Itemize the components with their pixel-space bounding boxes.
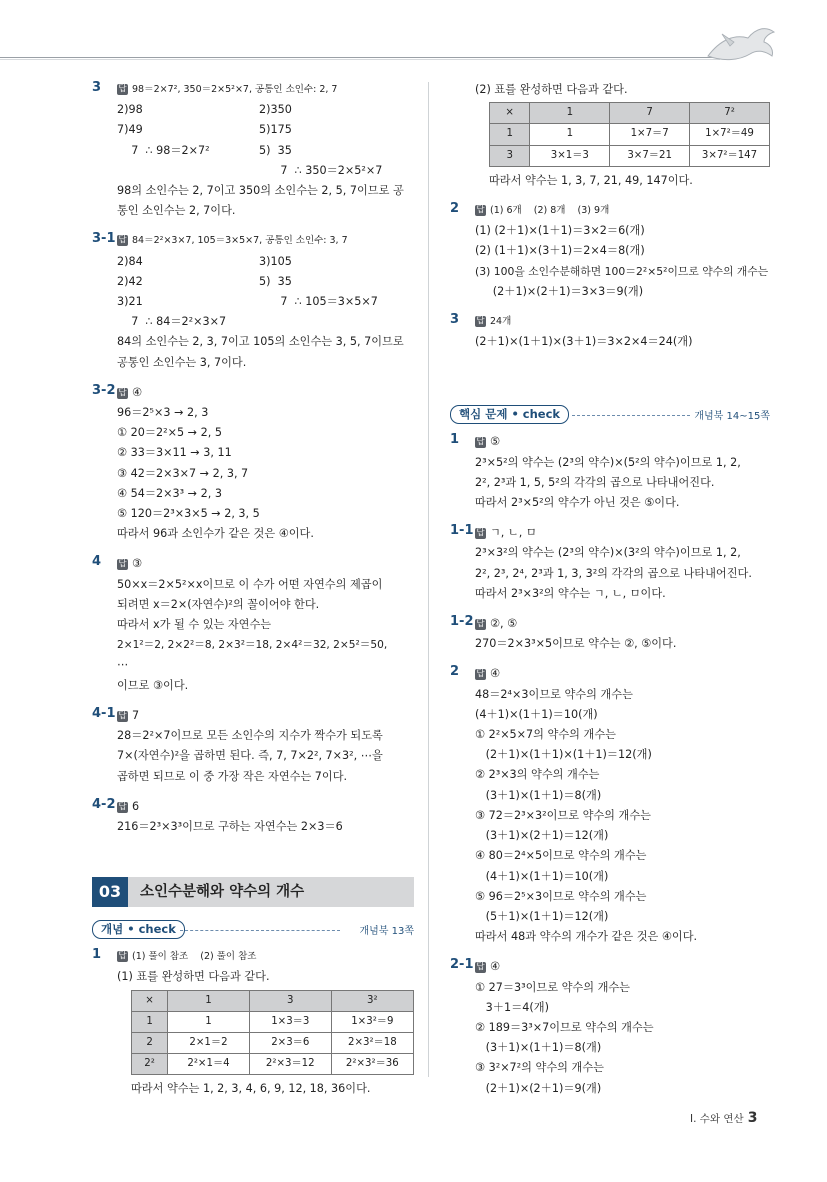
table-row — [132, 1032, 414, 1053]
table-row — [132, 1054, 414, 1075]
answer-mark: 답 — [476, 205, 485, 216]
table-header-cell: × — [132, 990, 168, 1011]
explanation-line: 2³×3²의 약수는 (2³의 약수)×(3²의 약수)이므로 1, 2, — [475, 546, 741, 560]
problem-number: 4-1 — [92, 705, 116, 721]
answer-mark: 답 — [118, 387, 127, 398]
left-column — [92, 80, 414, 1100]
problem-number: 3-2 — [92, 382, 116, 398]
table-header-cell: 1 — [530, 103, 610, 124]
section-header — [92, 877, 414, 907]
table-header-cell: 7 — [610, 103, 690, 124]
explanation-line: 98의 소인수는 2, 7이고 350의 소인수는 2, 5, 7이므로 공 — [117, 184, 404, 198]
explanation-line: ⑤ 120＝2³×3×5 → 2, 3, 5 — [117, 507, 260, 521]
explanation-line: (2＋1)×(2＋1)＝3×3＝9(개) — [475, 284, 644, 298]
division-line: 7 ∴ 350＝2×5²×7 — [259, 163, 383, 177]
table-row — [132, 1011, 414, 1032]
answer-mark: 답 — [476, 962, 485, 973]
problem-4-1 — [92, 706, 414, 787]
problem-number: 1 — [450, 432, 460, 448]
answer-text: ③ — [132, 557, 143, 571]
answer-mark: 답 — [118, 710, 127, 721]
division-line: 2)350 — [259, 103, 292, 117]
answer-text: ㄱ, ㄴ, ㅁ — [490, 526, 537, 540]
explanation-line: 곱하면 되므로 이 중 가장 작은 자연수는 7이다. — [117, 769, 348, 783]
section-number: 03 — [92, 877, 128, 907]
problem-4 — [92, 554, 414, 695]
answer-mark: 답 — [118, 951, 127, 962]
problem-number: 1-2 — [450, 614, 474, 630]
answer-mark: 답 — [476, 619, 485, 630]
answer-text: ④ — [490, 960, 501, 974]
answer-mark: 답 — [476, 316, 485, 327]
dashed-rule — [180, 930, 340, 931]
problem-3-2 — [92, 383, 414, 545]
table-cell: 1×7²＝49 — [690, 124, 770, 145]
answer-mark: 답 — [118, 559, 127, 570]
problem-number: 1-1 — [450, 523, 474, 539]
explanation-line: (2) (1＋1)×(3＋1)＝2×4＝8(개) — [475, 244, 645, 258]
answer-text: (1) 6개 (2) 8개 (3) 9개 — [490, 205, 610, 217]
table-cell: 2²×1＝4 — [168, 1054, 250, 1075]
answer-mark: 답 — [118, 801, 127, 812]
explanation-line: ③ 72＝2³×3²이므로 약수의 개수는 — [475, 808, 651, 822]
explanation-line: 7×(자연수)²을 곱하면 된다. 즉, 7, 7×2², 7×3², ⋯을 — [117, 749, 383, 763]
division-line: 2)84 — [117, 254, 143, 268]
section-title: 소인수분해와 약수의 개수 — [140, 884, 305, 901]
explanation-line: 따라서 약수는 1, 3, 7, 21, 49, 147이다. — [489, 173, 693, 187]
problem-number: 3-1 — [92, 231, 116, 247]
division-line: 7 ∴ 105＝3×5×7 — [259, 295, 378, 309]
check-problem-3 — [450, 312, 770, 352]
answer-text: 6 — [132, 799, 140, 813]
answer-mark: 답 — [118, 235, 127, 246]
explanation-line: 3＋1＝4(개) — [475, 1000, 549, 1014]
table-cell: 3×1＝3 — [530, 145, 610, 166]
table-cell: 1 — [490, 124, 530, 145]
answer-text: (1) 풀이 참조 (2) 풀이 참조 — [132, 951, 257, 963]
problem-number: 4-2 — [92, 796, 116, 812]
answer-mark: 답 — [118, 84, 127, 94]
problem-number: 3 — [450, 312, 460, 328]
division-line: 5) 35 — [259, 274, 292, 288]
table-header-cell: 1 — [168, 990, 250, 1011]
problem-3-1 — [92, 231, 414, 372]
table-cell: 2×3²＝18 — [331, 1032, 413, 1053]
explanation-line: (4＋1)×(1＋1)＝10(개) — [475, 869, 609, 883]
division-line: 5) 35 — [259, 143, 292, 157]
division-line: 7 ∴ 84＝2²×3×7 — [117, 315, 227, 329]
explanation-line: 84의 소인수는 2, 3, 7이고 105의 소인수는 3, 5, 7이므로 — [117, 335, 404, 349]
explanation-line: ② 2³×3의 약수의 개수는 — [475, 768, 600, 782]
problem-number: 2 — [450, 664, 460, 680]
core-problem-1-2 — [450, 614, 770, 654]
page-number: 3 — [747, 1110, 758, 1126]
table-cell: 3 — [490, 145, 530, 166]
explanation-line: ⋯ — [117, 658, 129, 672]
explanation-line: (1) 표를 완성하면 다음과 같다. — [117, 970, 270, 984]
dashed-rule — [572, 415, 690, 416]
problem-number: 3 — [92, 80, 102, 95]
explanation-line: ① 27＝3³이므로 약수의 개수는 — [475, 980, 630, 994]
problem-3 — [92, 80, 414, 221]
explanation-line: 270＝2×3³×5이므로 약수는 ②, ⑤이다. — [475, 637, 677, 651]
table-cell: 1 — [168, 1011, 250, 1032]
check-problem-1 — [92, 947, 414, 1099]
table-row — [490, 145, 770, 166]
dragon-corner-icon — [700, 20, 780, 70]
explanation-line: 50×x＝2×5²×x이므로 이 수가 어떤 자연수의 제곱이 — [117, 577, 383, 591]
explanation-line: 28＝2²×7이므로 모든 소인수의 지수가 짝수가 되도록 — [117, 729, 383, 743]
explanation-line: ① 2²×5×7의 약수의 개수는 — [475, 728, 616, 742]
problem-number: 4 — [92, 554, 102, 570]
header-rule — [0, 57, 720, 58]
explanation-line: ④ 80＝2⁴×5이므로 약수의 개수는 — [475, 849, 647, 863]
explanation-line: 되려면 x＝2×(자연수)²의 꼴이어야 한다. — [117, 597, 320, 611]
explanation-line: 2³×5²의 약수는 (2³의 약수)×(5²의 약수)이므로 1, 2, — [475, 455, 741, 469]
explanation-line: 따라서 x가 될 수 있는 자연수는 — [117, 618, 272, 632]
answer-text: 84＝2²×3×7, 105＝3×5×7, 공통인 소인수: 3, 7 — [132, 235, 348, 247]
answer-text: 24개 — [490, 316, 512, 328]
right-column — [450, 80, 770, 1099]
division-line: 2)98 — [117, 103, 143, 117]
explanation-line: ② 189＝3³×7이므로 약수의 개수는 — [475, 1020, 654, 1034]
explanation-line: 공통인 소인수는 3, 7이다. — [117, 355, 247, 369]
core-check-bar — [450, 404, 770, 426]
explanation-line: ⑤ 96＝2⁵×3이므로 약수의 개수는 — [475, 889, 647, 903]
division-line: 2)42 — [117, 274, 143, 288]
answer-mark: 답 — [476, 437, 485, 448]
divisor-table — [131, 990, 414, 1076]
explanation-line: 2², 2³과 1, 5, 5²의 각각의 곱으로 나타내어진다. — [475, 475, 715, 489]
explanation-line: (1) (2＋1)×(1＋1)＝3×2＝6(개) — [475, 224, 645, 238]
table-cell: 3×7²＝147 — [690, 145, 770, 166]
explanation-line: 통인 소인수는 2, 7이다. — [117, 204, 236, 218]
explanation-line: 48＝2⁴×3이므로 약수의 개수는 — [475, 687, 633, 701]
answer-text: 7 — [132, 708, 140, 722]
check-tag: 개념 • check — [92, 920, 185, 939]
explanation-line: 2×1²＝2, 2×2²＝8, 2×3²＝18, 2×4²＝32, 2×5²＝50, — [117, 639, 388, 652]
answer-text: ⑤ — [490, 435, 501, 449]
explanation-line: 따라서 48과 약수의 개수가 같은 것은 ④이다. — [475, 930, 698, 944]
division-line: 3)105 — [259, 254, 292, 268]
explanation-line: 따라서 96과 소인수가 같은 것은 ④이다. — [117, 527, 314, 541]
explanation-line: (2) 표를 완성하면 다음과 같다. — [475, 83, 628, 96]
explanation-line: (2＋1)×(1＋1)×(1＋1)＝12(개) — [475, 748, 652, 762]
division-line: 5)175 — [259, 123, 292, 137]
table-cell: 1 — [132, 1011, 168, 1032]
explanation-line: 2², 2³, 2⁴, 2³과 1, 3, 3²의 각각의 곱으로 나타내어진다. — [475, 566, 752, 580]
check-reference: 개념북 14~15쪽 — [694, 411, 770, 423]
problem-number: 2 — [450, 201, 460, 217]
explanation-line: ③ 42＝2×3×7 → 2, 3, 7 — [117, 466, 249, 480]
explanation-line: (2＋1)×(2＋1)＝9(개) — [475, 1081, 602, 1095]
core-problem-2 — [450, 664, 770, 947]
problem-number: 2-1 — [450, 957, 474, 973]
check-problem-1-part-2 — [450, 80, 770, 191]
table-cell: 2²×3＝12 — [249, 1054, 331, 1075]
answer-text: ④ — [132, 385, 143, 399]
table-cell: 2 — [132, 1032, 168, 1053]
answer-mark: 답 — [476, 669, 485, 680]
explanation-line: (3＋1)×(2＋1)＝12(개) — [475, 829, 609, 843]
core-problem-1 — [450, 432, 770, 513]
core-problem-1-1 — [450, 523, 770, 604]
table-header-cell: 3² — [331, 990, 413, 1011]
table-row — [490, 124, 770, 145]
table-cell: 2²×3²＝36 — [331, 1054, 413, 1075]
explanation-line: 따라서 약수는 1, 2, 3, 4, 6, 9, 12, 18, 36이다. — [131, 1082, 371, 1096]
division-line: 7)49 — [117, 123, 143, 137]
table-cell: 2×3＝6 — [249, 1032, 331, 1053]
explanation-line: 216＝2³×3³이므로 구하는 자연수는 2×3＝6 — [117, 819, 343, 833]
answer-text: ④ — [490, 667, 501, 681]
table-cell: 1×3＝3 — [249, 1011, 331, 1032]
explanation-line: (3＋1)×(1＋1)＝8(개) — [475, 788, 602, 802]
explanation-line: 따라서 2³×5²의 약수가 아닌 것은 ⑤이다. — [475, 496, 680, 510]
division-line: 7 ∴ 98＝2×7² — [117, 143, 210, 157]
explanation-line: ④ 54＝2×3³ → 2, 3 — [117, 486, 222, 500]
explanation-line: (2＋1)×(1＋1)×(3＋1)＝3×2×4＝24(개) — [475, 335, 693, 349]
problem-4-2 — [92, 797, 414, 837]
divisor-table — [489, 102, 770, 167]
answer-text: ②, ⑤ — [490, 617, 518, 631]
explanation-line: (3) 100을 소인수분해하면 100＝2²×5²이므로 약수의 개수는 — [475, 264, 769, 278]
page-footer — [690, 1110, 757, 1126]
table-cell: 2×1＝2 — [168, 1032, 250, 1053]
header-rule-secondary — [0, 59, 720, 60]
answer-text: 98＝2×7², 350＝2×5²×7, 공통인 소인수: 2, 7 — [132, 84, 338, 95]
table-header-cell: 7² — [690, 103, 770, 124]
problem-number: 1 — [92, 947, 102, 963]
explanation-line: 96＝2⁵×3 → 2, 3 — [117, 406, 209, 420]
table-cell: 1 — [530, 124, 610, 145]
table-header-cell: 3 — [249, 990, 331, 1011]
table-cell: 2² — [132, 1054, 168, 1075]
division-line: 3)21 — [117, 295, 143, 309]
concept-check-bar — [92, 919, 414, 941]
check-problem-2 — [450, 201, 770, 302]
explanation-line: ③ 3²×7²의 약수의 개수는 — [475, 1061, 604, 1075]
explanation-line: ② 33＝3×11 → 3, 11 — [117, 446, 232, 460]
table-cell: 3×7＝21 — [610, 145, 690, 166]
table-cell: 1×7＝7 — [610, 124, 690, 145]
chapter-label: Ⅰ. 수와 연산 — [690, 1113, 744, 1125]
check-tag: 핵심 문제 • check — [450, 405, 569, 424]
explanation-line: 이므로 ③이다. — [117, 678, 189, 692]
check-reference: 개념북 13쪽 — [359, 926, 414, 938]
table-cell: 1×3²＝9 — [331, 1011, 413, 1032]
column-divider — [428, 82, 429, 1077]
explanation-line: (4＋1)×(1＋1)＝10(개) — [475, 707, 598, 721]
explanation-line: 따라서 2³×3²의 약수는 ㄱ, ㄴ, ㅁ이다. — [475, 586, 666, 600]
explanation-line: (3＋1)×(1＋1)＝8(개) — [475, 1041, 602, 1055]
core-problem-2-1 — [450, 957, 770, 1098]
explanation-line: (5＋1)×(1＋1)＝12(개) — [475, 909, 609, 923]
answer-mark: 답 — [476, 528, 485, 539]
explanation-line: ① 20＝2²×5 → 2, 5 — [117, 426, 222, 440]
table-header-cell: × — [490, 103, 530, 124]
